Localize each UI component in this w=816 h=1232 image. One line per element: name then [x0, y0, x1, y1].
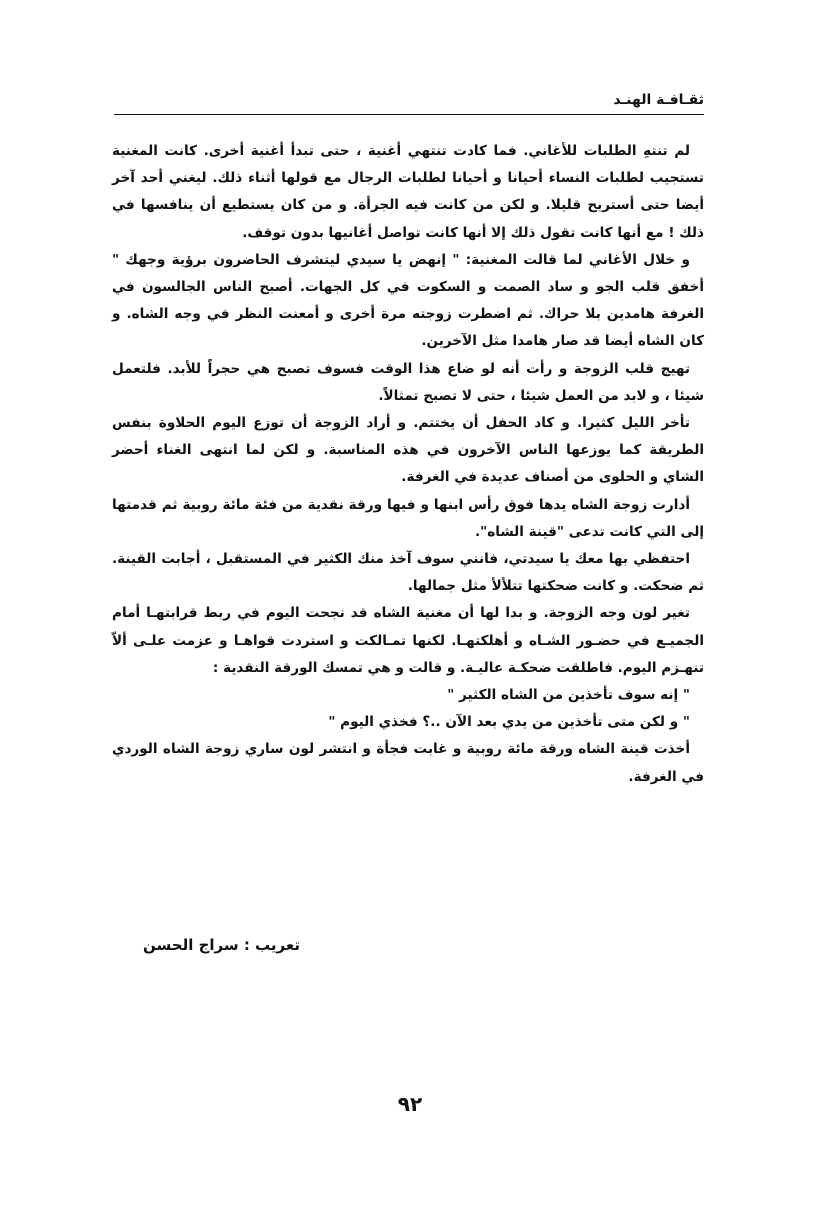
- article-body: [112, 138, 704, 791]
- paragraph-3: تهيج قلب الزوجة و رأت أنه لو ضاع هذا الوقت فسوف تصبح هي حجراً للأبد. فلتعمل شيئا ، و لابد من العمل شيئا ، حتى لا تصبح تمثالاً.: [112, 360, 704, 404]
- translator-credit: تعريب : سراج الحسن: [143, 936, 300, 954]
- quote-line-1: " إنه سوف تأخذين من الشاه الكثير ": [447, 687, 690, 704]
- paragraph-6: احتفظي بها معك يا سيدتي، فانني سوف آخذ منك الكثير في المستقبل ، أجابت القينة. ثم ضحكت. و كانت ضحكتها تتلألأ مثل جمالها.: [112, 551, 704, 595]
- paragraph-5: أدارت زوجة الشاه يدها فوق رأس ابنها و فيها ورقة نقدية من فئة مائة روبية ثم قدمتها إلى التي كانت تدعى "قينة الشاه".: [112, 496, 704, 540]
- paragraph-4: تأخر الليل كثيرا. و كاد الحفل أن يختتم. و أراد الزوجة أن توزع اليوم الحلاوة بنفس الطريقة كما يوزعها الناس الآخرون في هذه المناسبة. و لكن لما انتهى الغناء أحضر الشاي و الحلوى من أصناف عديدة في الغرفة.: [112, 415, 704, 486]
- running-header: ثقـافـة الهنـد: [114, 92, 704, 115]
- quote-line-2: " و لكن متى تأخذين من يدي بعد الآن ..؟ فخذي اليوم ": [328, 714, 690, 731]
- paragraph-2: و خلال الأغاني لما قالت المغنية: " إنهض يا سيدي ليتشرف الحاضرون برؤية وجهك " أخفق قلب الجو و ساد الصمت و السكوت في كل الجهات. أصبح الناس الجالسون في الغرفة هامدين بلا حراك. ثم اضطرت زوجته مرة أخرى و أمعنت النظر في وجه الشاه. و كان الشاه أيضا قد صار هامدا مثل الآخرين.: [112, 251, 704, 350]
- paragraph-10: أخذت قينة الشاه ورقة مائة روبية و غابت فجأة و انتشر لون ساري زوجة الشاه الوردي في الغرفة.: [112, 741, 704, 785]
- paragraph-1: لم تنتهِ الطلبات للأغاني. فما كادت تنتهي أغنية ، حتى تبدأ أغنية أخرى. كانت المغنية تستجيب لطلبات النساء أحيانا و أحيانا لطلبات الرجال مع قولها أثناء ذلك. ليغني أحد آخر أيضا حتى أستريح قليلا. و لكن من كانت فيه الجرأة. و من كان يستطيع أن ينافسها في ذلك ! مع أنها كانت تقول ذلك إلا أنها كانت تواصل أغانيها بدون توقف.: [112, 143, 704, 241]
- page-number: ٩٢: [397, 1092, 423, 1116]
- paragraph-7: تغير لون وجه الزوجة. و بدا لها أن مغنية الشاه قد نجحت اليوم في ربط قرابتهـا أمام الجميـع في حضـور الشـاه و أهلكتهـا. لكنها تمـالكت و استردت قواهـا و عزمت علـى ألاّ تنهـزم اليوم. فاطلقت ضحكـة عاليـة. و قالت و هي تمسك الورقة النقدية :: [112, 605, 704, 676]
